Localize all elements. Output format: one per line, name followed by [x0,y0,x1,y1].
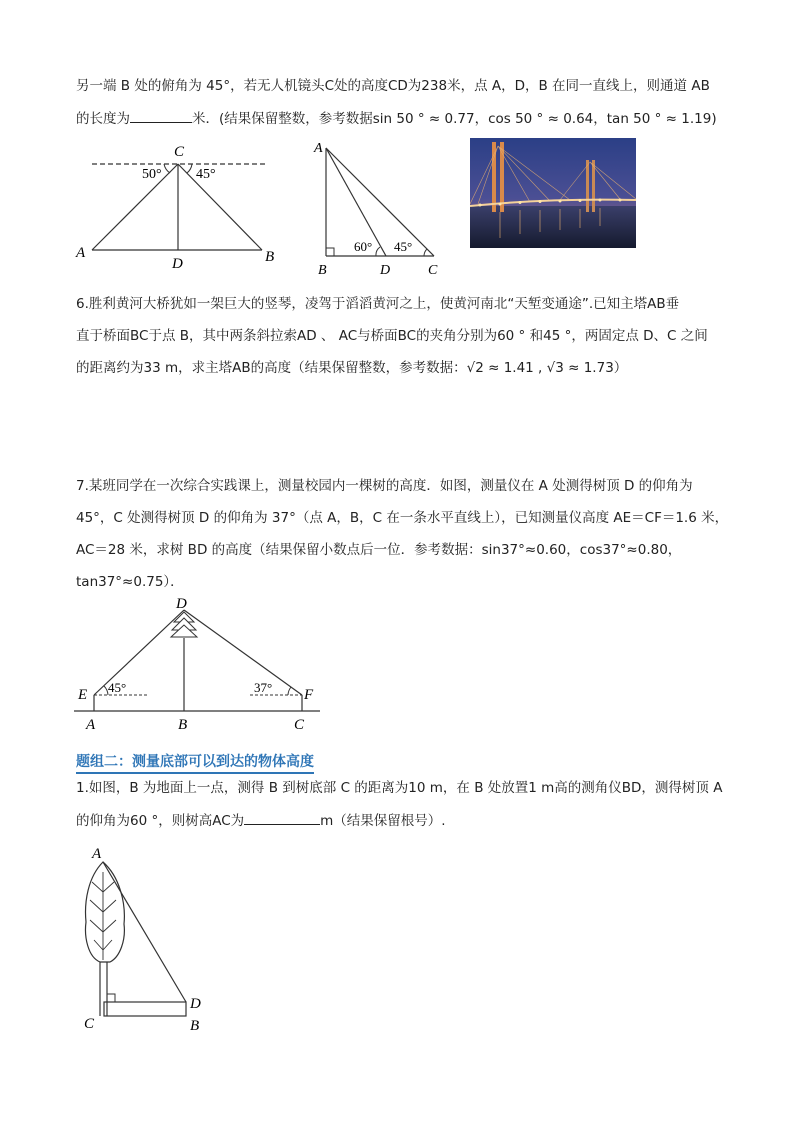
q7-label-c: C [294,717,305,733]
drone-label-c: C [174,144,185,160]
tree-angle-figure [74,592,324,738]
drone-angle-left: 50° [142,167,162,182]
intro-line-2-suffix: 米．(结果保留整数，参考数据sin 50 ° ≈ 0.77，cos 50 ° ≈ 0.64，tan 50 ° ≈ 1.19) [192,111,717,127]
q6-line-3: 的距离约为33 m，求主塔AB的高度（结果保留整数，参考数据：√2 ≈ 1.41 , √3 ≈ 1.73） [76,360,628,376]
tower-label-a: A [314,141,323,156]
q7-label-b: B [178,717,188,733]
q1-label-b: B [190,1018,200,1034]
tower-label-c: C [428,263,438,276]
intro-line-2-prefix: 的长度为 [76,111,130,127]
tower-label-d: D [380,263,391,276]
q7-line-3: AC＝28 米，求树 BD 的高度（结果保留小数点后一位．参考数据：sin37°≈0.60，cos37°≈0.80， [76,542,682,558]
answer-blank[interactable] [130,108,192,123]
intro-line-2 [76,108,717,129]
q6-line-2: 直于桥面BC于点 B，其中两条斜拉索AD 、 AC与桥面BC的夹角分别为60 ° 和45 °，两固定点 D、C 之间 [76,328,708,344]
drone-figure [74,140,284,268]
q7-label-e: E [78,687,88,703]
drone-label-d: D [172,256,183,268]
drone-label-b: B [265,249,275,265]
tower-angle-c: 45° [394,239,413,254]
q1-answer-blank[interactable] [244,810,320,825]
q1-label-d: D [190,996,201,1012]
q7-label-d: D [176,596,187,612]
q1-line-2 [76,810,446,831]
intro-line-1: 另一端 B 处的俯角为 45°，若无人机镜头C处的高度CD为238米，点 A，D，B 在同一直线上，则通道 AB [76,78,710,94]
tower-angle-d: 60° [354,239,373,254]
tree-figure [80,842,220,1038]
q7-label-f: F [304,687,314,703]
q1-line-2-suffix: m（结果保留根号）. [320,813,446,829]
drone-label-a: A [76,245,86,261]
bridge-photo [470,138,636,248]
q1-label-c: C [84,1016,95,1032]
q7-angle-e: 45° [108,680,127,695]
q1-line-2-prefix: 的仰角为60 °，则树高AC为 [76,813,245,829]
q7-label-a: A [86,717,96,733]
drone-angle-right: 45° [196,167,216,182]
q1-line-1: 1.如图，B 为地面上一点，测得 B 到树底部 C 的距离为10 m，在 B 处放置1 m高的测角仪BD，测得树顶 A [76,780,723,796]
q7-line-2: 45°，C 处测得树顶 D 的仰角为 37°（点 A，B，C 在一条水平直线上），已知测量仪高度 AE＝CF＝1.6 米， [76,510,729,526]
q6-line-1: 6.胜利黄河大桥犹如一架巨大的竖琴，凌驾于滔滔黄河之上，使黄河南北“天堑变通途”.已知主塔AB垂 [76,296,680,312]
q7-line-4: tan37°≈0.75）． [76,574,184,590]
q7-angle-f: 37° [254,680,273,695]
tower-label-b: B [318,263,327,276]
q1-label-a: A [92,846,102,862]
section-heading: 题组二：测量底部可以到达的物体高度 [76,752,314,774]
q7-line-1: 7.某班同学在一次综合实践课上，测量校园内一棵树的高度．如图，测量仪在 A 处测得树顶 D 的仰角为 [76,478,693,494]
tower-figure [310,136,450,276]
